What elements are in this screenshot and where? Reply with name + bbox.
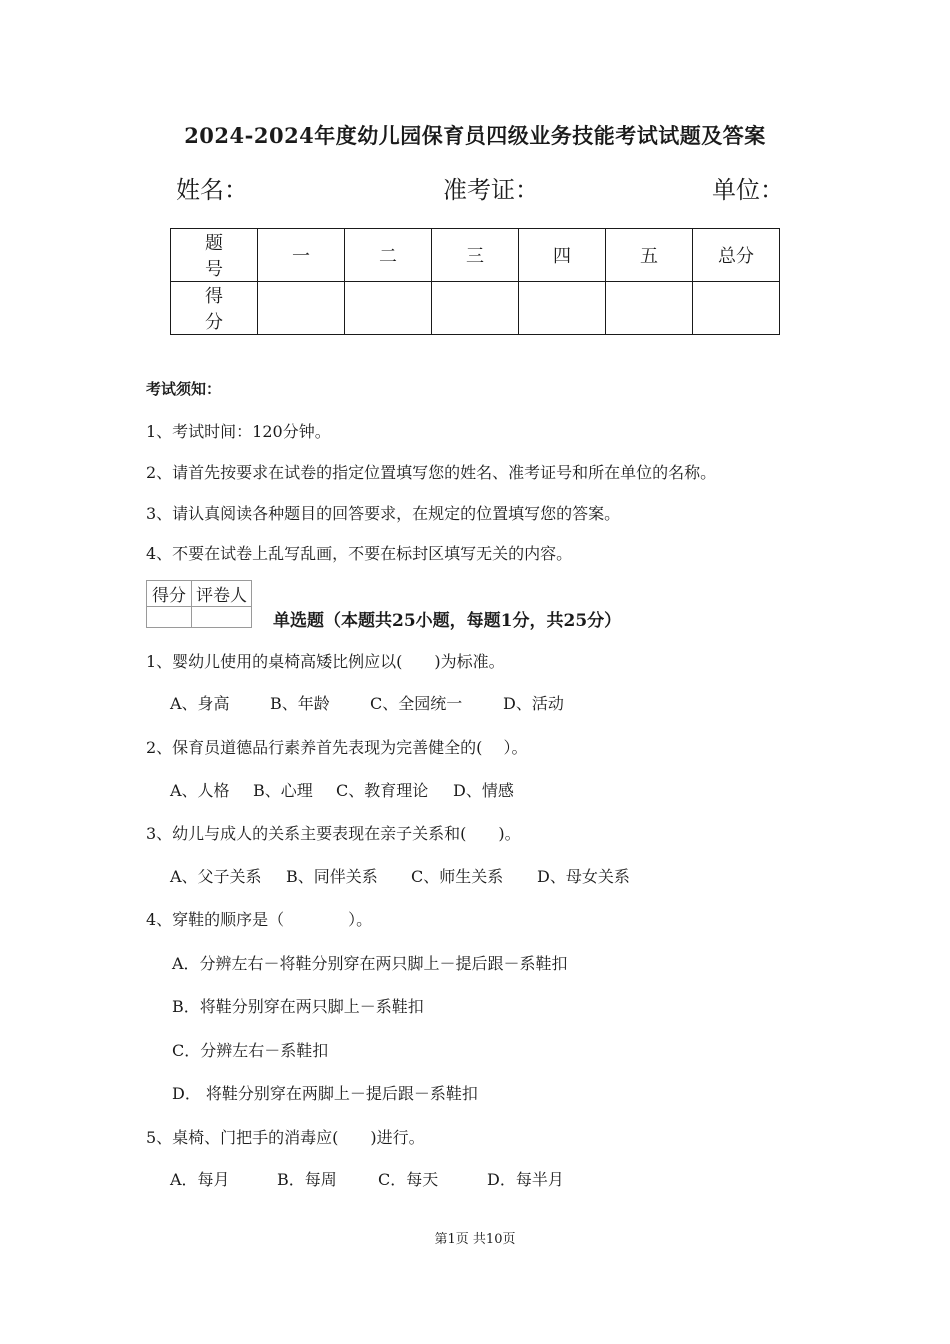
score-cell-total[interactable]	[693, 282, 780, 335]
score-row-label: 得分	[171, 282, 258, 335]
score-cell-3[interactable]	[432, 282, 519, 335]
unit-label: 单位：	[712, 176, 784, 204]
notice-item-2: 2、请首先按要求在试卷的指定位置填写您的姓名、准考证号和所在单位的名称。	[146, 463, 717, 482]
score-cell-2[interactable]	[345, 282, 432, 335]
question-2-stem: 2、保育员道德品行素养首先表现为完善健全的( ）。	[146, 738, 528, 757]
q2-option-c: C、教育理论	[336, 781, 429, 800]
q4-option-b: B．将鞋分别穿在两只脚上－系鞋扣	[172, 997, 424, 1016]
notice-heading: 考试须知：	[146, 380, 222, 398]
q5-option-d: D．每半月	[487, 1170, 564, 1189]
question-3-stem: 3、幼儿与成人的关系主要表现在亲子关系和( )。	[146, 824, 521, 843]
question-1-stem: 1、婴幼儿使用的桌椅高矮比例应以( )为标准。	[146, 652, 505, 671]
notice-item-3: 3、请认真阅读各种题目的回答要求，在规定的位置填写您的答案。	[146, 504, 621, 523]
score-cell-4[interactable]	[519, 282, 606, 335]
grader-score-label: 得分	[147, 581, 192, 607]
header-total: 总分	[693, 229, 780, 282]
score-table-header-row	[171, 229, 780, 282]
exam-id-label: 准考证：	[443, 176, 539, 204]
header-question-number: 题号	[171, 229, 258, 282]
notice-item-4: 4、不要在试卷上乱写乱画，不要在标封区填写无关的内容。	[146, 544, 573, 563]
q3-option-c: C、师生关系	[411, 867, 504, 886]
q2-option-a: A、人格	[170, 781, 230, 800]
grader-box	[146, 580, 252, 628]
q3-option-d: D、母女关系	[537, 867, 630, 886]
q2-option-b: B、心理	[253, 781, 313, 800]
header-section-3: 三	[432, 229, 519, 282]
q4-option-c: C．分辨左右－系鞋扣	[172, 1041, 329, 1060]
question-4-stem: 4、穿鞋的顺序是（ ）。	[146, 910, 373, 929]
question-5-stem: 5、桌椅、门把手的消毒应( )进行。	[146, 1128, 425, 1147]
q5-option-c: C．每天	[378, 1170, 439, 1189]
grader-score-cell[interactable]	[147, 607, 192, 628]
q2-option-d: D、情感	[453, 781, 514, 800]
header-section-1: 一	[258, 229, 345, 282]
q1-option-d: D、活动	[503, 694, 564, 713]
notice-item-1: 1、考试时间：120分钟。	[146, 422, 331, 441]
q1-option-b: B、年龄	[270, 694, 330, 713]
page-footer: 第1页 共10页	[434, 1232, 516, 1247]
q5-option-a: A．每月	[170, 1170, 230, 1189]
header-section-2: 二	[345, 229, 432, 282]
q4-option-d: D． 将鞋分别穿在两脚上－提后跟－系鞋扣	[172, 1084, 478, 1103]
q3-option-b: B、同伴关系	[286, 867, 378, 886]
header-section-5: 五	[606, 229, 693, 282]
q1-option-c: C、全园统一	[370, 694, 463, 713]
name-label: 姓名：	[176, 176, 248, 204]
q1-option-a: A、身高	[170, 694, 230, 713]
header-section-4: 四	[519, 229, 606, 282]
section-title: 单选题（本题共25小题，每题1分，共25分）	[273, 611, 622, 631]
document-title: 2024-2024年度幼儿园保育员四级业务技能考试试题及答案	[184, 123, 766, 148]
score-cell-5[interactable]	[606, 282, 693, 335]
score-table	[170, 228, 780, 335]
q4-option-a: A．分辨左右－将鞋分别穿在两只脚上－提后跟－系鞋扣	[172, 954, 568, 973]
score-cell-1[interactable]	[258, 282, 345, 335]
score-table-score-row	[171, 282, 780, 335]
q5-option-b: B．每周	[277, 1170, 337, 1189]
grader-reviewer-cell[interactable]	[192, 607, 252, 628]
grader-reviewer-label: 评卷人	[192, 581, 252, 607]
q3-option-a: A、父子关系	[170, 867, 262, 886]
